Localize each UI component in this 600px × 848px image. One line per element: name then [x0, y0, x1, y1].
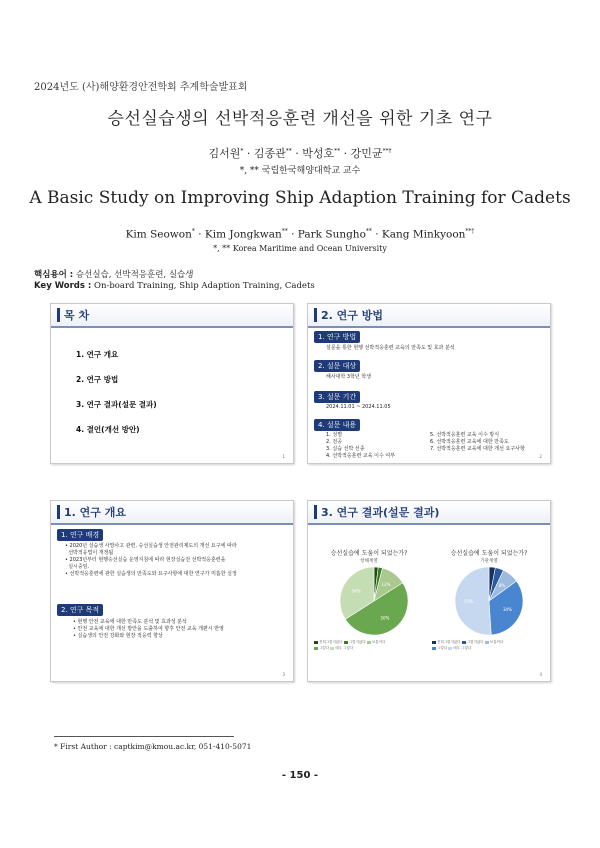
- section-tag: 1. 연구 배경: [57, 529, 103, 541]
- toc-item: 2. 연구 방법: [76, 375, 119, 384]
- purpose-list: • 현행 안전 교육에 대한 만족도 분석 및 효과성 분석 • 안전 교육에 대한 개선 방안을 도출하여 향후 안전 교육 개편시 반영 • 실습생의 안전 강화와 현장 적응력 향상: [73, 619, 224, 639]
- conference-name: 2024년도 (사)해양환경안전학회 추계학술발표회: [34, 82, 248, 93]
- keywords-korean: 핵심용어 : 승선실습, 선박적응훈련, 실습생: [34, 270, 194, 280]
- affiliation-english: *, ** Korea Maritime and Ocean University: [213, 244, 387, 253]
- footnote-divider: [54, 736, 234, 737]
- content-list-left: 1. 성별 2. 전공 3. 실습 선박 선종 4. 선박적응훈련 교육 이수 여부: [326, 432, 396, 459]
- slide-title: 목 차: [64, 309, 90, 322]
- pie-data-label: 12%: [381, 581, 391, 587]
- section-tag: 4. 설문 내용: [314, 419, 360, 431]
- keywords-english: Key Words : On-board Training, Ship Adaption Training, Cadets: [34, 281, 315, 291]
- slide-page-number: 1: [282, 454, 285, 459]
- section-tag: 3. 설문 기간: [314, 391, 360, 403]
- slide-page-number: 2: [539, 454, 542, 459]
- pie-legend: 전혀그렇지않다 그렇지않다 보통이다 그렇다 매우 그렇다: [432, 639, 544, 651]
- slide-header: [51, 304, 293, 328]
- section-text: 해사대학 3학년 학생: [326, 374, 372, 380]
- pie-subtitle: 항해계열: [360, 559, 378, 564]
- pie-data-label: 50%: [380, 615, 390, 621]
- slide-results: [307, 500, 551, 682]
- slide-header: [308, 501, 550, 525]
- affiliation-korean: *, ** 국립한국해양대학교 교수: [239, 166, 361, 176]
- authors-korean: 김서원* · 김종관** · 박성호** · 강민균**†: [208, 147, 392, 160]
- title-korean: 승선실습생의 선박적응훈련 개선을 위한 기초 연구: [107, 109, 493, 129]
- section-text: 2024.11.01 ~ 2024.11.05: [326, 404, 391, 410]
- section-tag: 2. 연구 목적: [57, 604, 103, 616]
- slide-header: [308, 304, 550, 328]
- pie-chart-navigation: [339, 566, 409, 636]
- pie-data-label: 51%: [464, 599, 474, 605]
- background-list: • 2020년 실습생 사망사고 관련, 승선실습생 안전관리제도의 개선 요구에 따라 선박적응법이 개정됨 • 2023년부터 현행승선실습 운영지침에 따라 현장실습전 선박적응훈련을 실시중임. • 선박적응훈련에 관한 실습생의 만족도와 요구사항에 대한 연구가 미흡한 실정: [65, 543, 237, 577]
- slide-page-number: 4: [539, 672, 542, 677]
- pie-slice: [455, 567, 491, 635]
- pie-legend: 전혀그렇지않다 그렇지않다 보통이다 그렇다 매우 그렇다: [314, 639, 426, 651]
- slide-overview: [50, 500, 294, 682]
- pie-title: 승선실습에 도움이 되었는가?: [330, 550, 408, 557]
- slide-method: [307, 303, 551, 464]
- toc-item: 3. 연구 결과(설문 결과): [76, 400, 157, 409]
- slide-header: [51, 501, 293, 525]
- section-tag: 1. 연구 방법: [314, 331, 360, 343]
- slide-title: 2. 연구 방법: [321, 309, 383, 322]
- pie-title: 승선실습에 도움이 되었는가?: [450, 550, 528, 557]
- pie-data-label: 34%: [503, 607, 512, 613]
- slide-title: 3. 연구 결과(설문 결과): [321, 506, 440, 519]
- content-list-right: 5. 선박적응훈련 교육 이수 방식 6. 선박적응훈련 교육에 대한 만족도 7. 선박적응훈련 교육에 대한 개선 요구사항: [430, 432, 525, 452]
- toc-item: 4. 결언(개선 방안): [76, 425, 140, 434]
- pie-data-label: 34%: [351, 588, 361, 594]
- authors-english: Kim Seowon* · Kim Jongkwan** · Park Sungho** · Kang Minkyoon**†: [125, 228, 475, 241]
- page-number: - 150 -: [281, 770, 319, 781]
- slide-page-number: 3: [282, 672, 285, 677]
- section-text: 설문을 통한 현행 선박적응훈련 교육의 만족도 및 효과 분석: [326, 345, 455, 351]
- slide-title: 1. 연구 개요: [64, 506, 126, 519]
- pie-data-label: 8%: [498, 582, 506, 588]
- pie-chart-engineering: [454, 566, 524, 636]
- toc-item: 1. 연구 개요: [76, 350, 119, 359]
- pie-subtitle: 기관계열: [480, 559, 498, 564]
- slide-toc: [50, 303, 294, 464]
- title-english: A Basic Study on Improving Ship Adaption Training for Cadets: [29, 188, 571, 208]
- section-tag: 2. 설문 대상: [314, 360, 360, 372]
- footnote: * First Author : captkim@kmou.ac.kr, 051-410-5071: [54, 742, 252, 751]
